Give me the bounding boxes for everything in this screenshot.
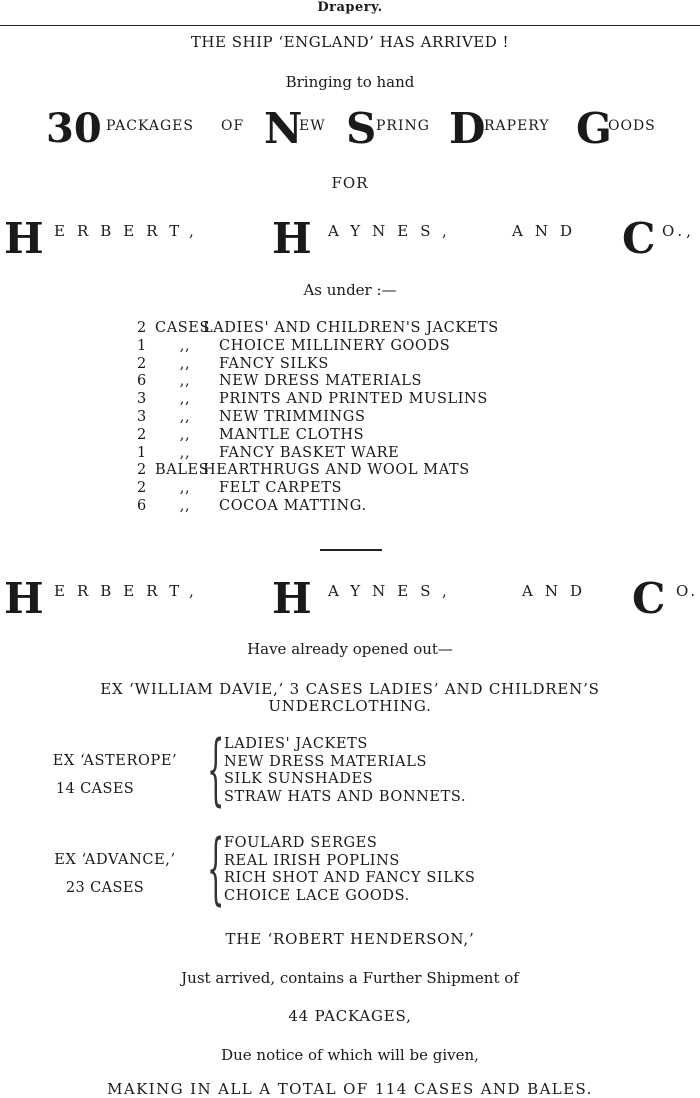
co-rest: O.,	[662, 222, 695, 240]
asterope-cases: 14 CASES	[55, 781, 135, 797]
just-arrived: Just arrived, contains a Further Shipment of	[181, 969, 519, 987]
item-description: COCOA MATTING.	[219, 497, 367, 514]
list-item	[137, 480, 499, 498]
due-notice: Due notice of which will be given,	[221, 1046, 479, 1064]
item-description: NEW DRESS MATERIALS	[219, 373, 422, 390]
total-line: MAKING IN ALL A TOTAL OF 114 CASES AND BALES.	[107, 1080, 593, 1098]
new-initial: N	[264, 104, 303, 153]
item-description: LADIES' AND CHILDREN'S JACKETS	[203, 320, 499, 336]
spring-initial: S	[346, 104, 377, 153]
brace-icon: {	[207, 725, 225, 815]
herbert-rest: ERBERT,	[54, 222, 206, 240]
packages-44: 44 PACKAGES,	[288, 1007, 412, 1025]
haynes-initial: H	[272, 214, 312, 263]
list-item: SILK SUNSHADES	[224, 771, 374, 787]
item-quantity: 1	[137, 337, 147, 354]
item-quantity: 2	[137, 426, 147, 443]
item-quantity: 2	[137, 320, 147, 336]
goods-initial: G	[576, 104, 612, 153]
drapery-initial: D	[449, 104, 486, 153]
item-description: MANTLE CLOTHS	[219, 426, 365, 443]
brace-icon: {	[207, 824, 225, 914]
item-description: FELT CARPETS	[219, 480, 343, 497]
item-unit: ,,	[179, 337, 191, 354]
list-item	[137, 391, 499, 409]
header-rule	[0, 25, 700, 26]
section-header: Drapery.	[317, 0, 383, 15]
item-description: HEARTHRUGS AND WOOL MATS	[203, 462, 470, 479]
list-item: LADIES' JACKETS	[224, 736, 368, 752]
for-word: FOR	[331, 174, 369, 192]
list-item	[137, 356, 499, 374]
herbert-rest: ERBERT,	[54, 582, 206, 600]
item-quantity: 3	[137, 408, 147, 425]
item-unit: ,,	[179, 355, 191, 372]
opened-out: Have already opened out—	[247, 640, 453, 658]
item-description: PRINTS AND PRINTED MUSLINS	[219, 391, 488, 408]
list-item: STRAW HATS AND BONNETS.	[224, 788, 467, 805]
item-unit: ,,	[179, 373, 191, 390]
item-description: FANCY SILKS	[219, 355, 329, 372]
item-quantity: 1	[137, 444, 147, 461]
list-item	[137, 427, 499, 445]
goods-rest: OODS	[608, 118, 656, 134]
haynes-rest: AYNES,	[328, 582, 459, 600]
item-unit: BALES	[155, 462, 210, 479]
list-item: FOULARD SERGES	[224, 835, 378, 851]
divider-rule	[320, 549, 382, 551]
list-item	[137, 373, 499, 391]
list-item	[137, 409, 499, 427]
advance-group	[0, 824, 700, 914]
list-item: RICH SHOT AND FANCY SILKS	[224, 870, 476, 886]
item-unit: ,,	[179, 444, 191, 461]
item-description: NEW TRIMMINGS	[219, 408, 366, 425]
co-rest: O.	[676, 582, 699, 600]
list-item	[137, 445, 499, 463]
list-item	[137, 338, 499, 356]
advance-ship: EX ‘ADVANCE,’	[54, 852, 176, 868]
advance-cases: 23 CASES	[65, 880, 145, 896]
goods-list	[137, 320, 499, 516]
item-quantity: 3	[137, 391, 147, 408]
list-item	[137, 320, 499, 338]
item-unit: ,,	[179, 497, 191, 514]
asterope-items	[224, 736, 466, 806]
of-word: OF	[221, 118, 245, 134]
firm-name-2	[0, 572, 700, 622]
bringing-to-hand: Bringing to hand	[285, 73, 415, 91]
herbert-initial: H	[4, 214, 44, 263]
announcement: THE SHIP ‘ENGLAND’ HAS ARRIVED !	[190, 33, 510, 51]
herbert-initial: H	[4, 574, 44, 623]
item-unit: ,,	[179, 480, 191, 497]
packages-line	[46, 104, 656, 153]
item-quantity: 6	[137, 497, 147, 514]
package-count: 30	[46, 105, 102, 152]
list-item	[137, 462, 499, 480]
item-quantity: 2	[137, 355, 147, 372]
and-word: AND	[512, 222, 584, 240]
list-item: REAL IRISH POPLINS	[224, 852, 400, 869]
advance-items	[224, 835, 475, 905]
item-quantity: 2	[137, 480, 147, 497]
william-davie-line2: UNDERCLOTHING.	[268, 697, 432, 715]
list-item: NEW DRESS MATERIALS	[224, 753, 427, 770]
list-item	[137, 498, 499, 516]
and-word: AND	[522, 582, 594, 600]
co-initial: C	[632, 574, 666, 623]
item-quantity: 6	[137, 373, 147, 390]
haynes-initial: H	[272, 574, 312, 623]
item-unit: ,,	[179, 408, 191, 425]
asterope-ship: EX ‘ASTEROPE’	[52, 753, 178, 769]
spring-rest: PRING	[376, 118, 430, 134]
as-under: As under :—	[303, 281, 397, 299]
william-davie-line1: EX ‘WILLIAM DAVIE,’ 3 CASES LADIES’ AND CHILDREN’S	[100, 680, 600, 698]
drapery-rest: RAPERY	[484, 118, 550, 134]
list-item: CHOICE LACE GOODS.	[224, 887, 410, 904]
item-unit: ,,	[179, 426, 191, 443]
item-unit: ,,	[179, 391, 191, 408]
firm-name-1	[0, 212, 700, 262]
asterope-group	[0, 725, 700, 815]
new-rest: EW	[299, 118, 326, 134]
item-description: CHOICE MILLINERY GOODS	[219, 337, 451, 354]
item-description: FANCY BASKET WARE	[219, 444, 400, 461]
item-quantity: 2	[137, 462, 147, 479]
haynes-rest: AYNES,	[328, 222, 459, 240]
item-unit: CASES	[155, 320, 211, 336]
co-initial: C	[622, 214, 656, 263]
robert-henderson: THE ‘ROBERT HENDERSON,’	[225, 930, 475, 948]
packages-word: PACKAGES	[106, 118, 194, 134]
